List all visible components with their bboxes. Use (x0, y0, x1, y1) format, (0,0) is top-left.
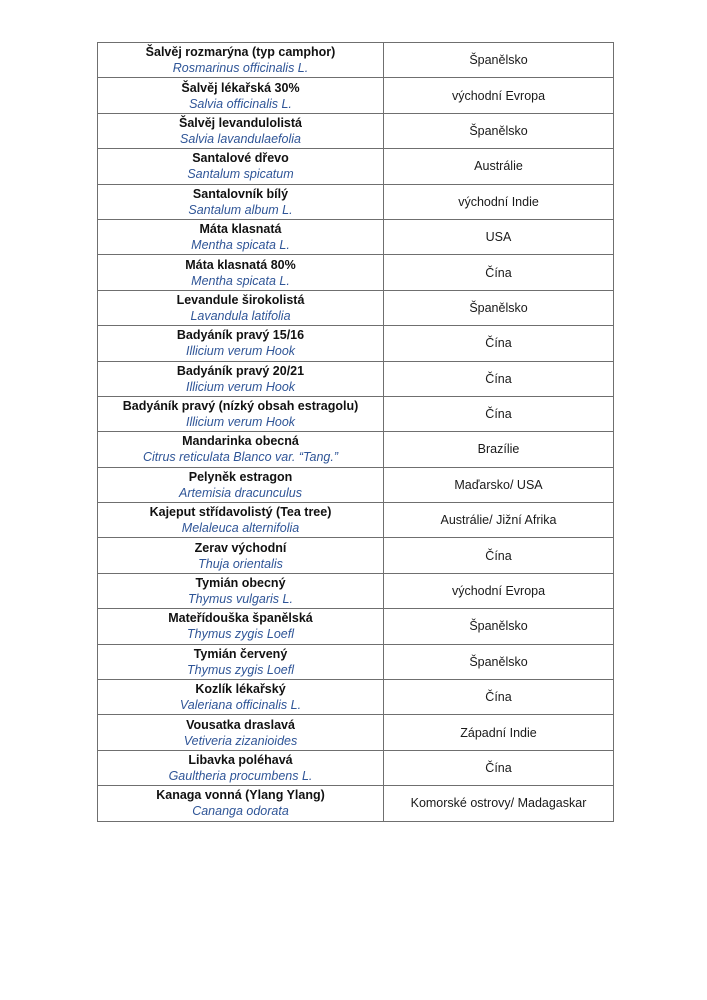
table-row (98, 290, 614, 325)
table-row (98, 750, 614, 785)
plant-name-cell (98, 644, 384, 679)
plant-name-cell (98, 396, 384, 431)
origin-cell: Španělsko (384, 43, 614, 78)
table-row (98, 361, 614, 396)
common-name: Vousatka draslavá (186, 717, 295, 732)
origin-cell: Čína (384, 255, 614, 290)
latin-name: Cananga odorata (192, 804, 289, 819)
origin-cell: Komorské ostrovy/ Madagaskar (384, 786, 614, 821)
origin-cell: Čína (384, 680, 614, 715)
latin-name: Melaleuca alternifolia (181, 521, 300, 536)
plant-name-cell (98, 184, 384, 219)
origin-cell: Španělsko (384, 609, 614, 644)
common-name: Pelyněk estragon (188, 469, 293, 484)
plant-name-cell (98, 361, 384, 396)
origin-cell: východní Indie (384, 184, 614, 219)
common-name: Máta klasnatá (199, 222, 282, 237)
table-row (98, 43, 614, 78)
origin-cell: Maďarsko/ USA (384, 467, 614, 502)
common-name: Máta klasnatá 80% (185, 257, 296, 272)
latin-name: Thuja orientalis (198, 556, 283, 571)
plant-name-cell (98, 43, 384, 78)
latin-name: Illicium verum Hook (185, 415, 296, 430)
table-row (98, 503, 614, 538)
plant-name-cell (98, 113, 384, 148)
common-name: Kajeput střídavolistý (Tea tree) (149, 505, 332, 520)
common-name: Kanaga vonná (Ylang Ylang) (156, 788, 325, 803)
table-row (98, 680, 614, 715)
latin-name: Lavandula latifolia (190, 308, 291, 323)
plant-name-cell (98, 609, 384, 644)
common-name: Mateřídouška španělská (168, 611, 313, 626)
table-row (98, 573, 614, 608)
common-name: Tymián obecný (195, 576, 286, 591)
table-row (98, 786, 614, 821)
table-row (98, 255, 614, 290)
origin-cell: Čína (384, 750, 614, 785)
table-row (98, 467, 614, 502)
latin-name: Vetiveria zizanioides (183, 733, 298, 748)
common-name: Šalvěj levandulolistá (179, 115, 302, 130)
latin-name: Mentha spicata L. (191, 238, 290, 253)
origin-cell: východní Evropa (384, 573, 614, 608)
table-row (98, 113, 614, 148)
origin-cell: východní Evropa (384, 78, 614, 113)
origin-cell: Čína (384, 396, 614, 431)
latin-name: Santalum album L. (188, 202, 293, 217)
table-row (98, 149, 614, 184)
latin-name: Thymus zygis Loefl (187, 662, 294, 677)
plant-name-cell (98, 680, 384, 715)
table-row (98, 326, 614, 361)
table-row (98, 644, 614, 679)
origin-cell: USA (384, 219, 614, 254)
table-row (98, 609, 614, 644)
common-name: Tymián červený (193, 646, 288, 661)
common-name: Šalvěj lékařská 30% (181, 80, 300, 95)
latin-name: Mentha spicata L. (191, 273, 290, 288)
plant-name-cell (98, 326, 384, 361)
plant-name-cell (98, 715, 384, 750)
plant-name-cell (98, 432, 384, 467)
common-name: Santalovník bílý (192, 186, 289, 201)
origin-cell: Čína (384, 326, 614, 361)
origin-cell: Španělsko (384, 290, 614, 325)
plant-name-cell (98, 538, 384, 573)
table-body (98, 43, 614, 822)
origin-cell: Západní Indie (384, 715, 614, 750)
origin-cell: Čína (384, 361, 614, 396)
plant-name-cell (98, 503, 384, 538)
common-name: Badyáník pravý 20/21 (176, 363, 305, 378)
plant-name-cell (98, 750, 384, 785)
latin-name: Rosmarinus officinalis L. (172, 61, 309, 76)
latin-name: Citrus reticulata Blanco var. “Tang.” (143, 450, 338, 465)
common-name: Badyáník pravý (nízký obsah estragolu) (122, 399, 359, 414)
table-row (98, 184, 614, 219)
common-name: Mandarinka obecná (182, 434, 299, 449)
latin-name: Valeriana officinalis L. (179, 698, 302, 713)
latin-name: Illicium verum Hook (185, 344, 296, 359)
plant-name-cell (98, 467, 384, 502)
origin-cell: Austrálie/ Jižní Afrika (384, 503, 614, 538)
common-name: Šalvěj rozmarýna (typ camphor) (145, 45, 336, 60)
table-row (98, 219, 614, 254)
plant-name-cell (98, 219, 384, 254)
origin-cell: Španělsko (384, 113, 614, 148)
table-row (98, 396, 614, 431)
plant-name-cell (98, 290, 384, 325)
table-row (98, 715, 614, 750)
common-name: Libavka poléhavá (188, 753, 293, 767)
common-name: Badyáník pravý 15/16 (176, 328, 305, 343)
common-name: Zerav východní (194, 540, 287, 555)
origin-cell: Čína (384, 538, 614, 573)
latin-name: Thymus vulgaris L. (188, 592, 293, 607)
latin-name: Thymus zygis Loefl (187, 627, 294, 642)
latin-name: Gaultheria procumbens L. (168, 769, 313, 783)
plant-name-cell (98, 255, 384, 290)
origin-cell: Brazílie (384, 432, 614, 467)
common-name: Levandule širokolistá (176, 292, 305, 307)
latin-name: Illicium verum Hook (185, 379, 296, 394)
plant-name-cell (98, 149, 384, 184)
latin-name: Salvia officinalis L. (189, 96, 292, 111)
plant-name-cell (98, 573, 384, 608)
table-row (98, 538, 614, 573)
table-row (98, 432, 614, 467)
latin-name: Salvia lavandulaefolia (180, 131, 301, 146)
latin-name: Santalum spicatum (187, 167, 294, 182)
common-name: Santalové dřevo (192, 151, 289, 166)
origin-cell: Španělsko (384, 644, 614, 679)
plant-name-cell (98, 78, 384, 113)
common-name: Kozlík lékařský (195, 682, 286, 697)
plant-name-cell (98, 786, 384, 821)
origin-cell: Austrálie (384, 149, 614, 184)
latin-name: Artemisia dracunculus (179, 485, 302, 500)
essential-oils-table (97, 42, 614, 822)
table-row (98, 78, 614, 113)
